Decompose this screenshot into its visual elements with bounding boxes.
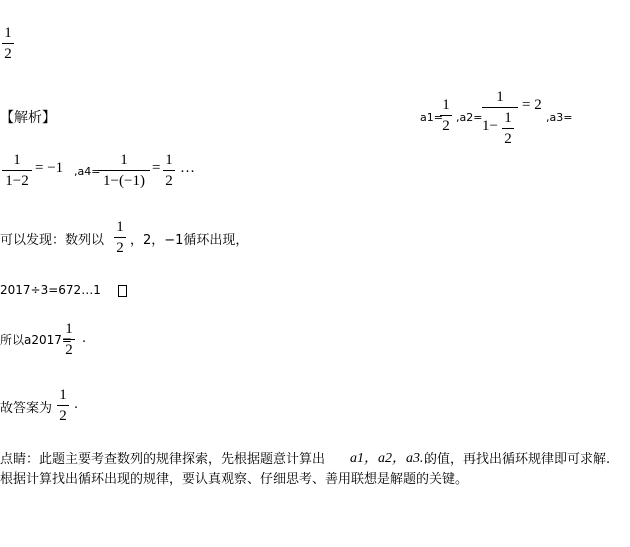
answer-line-suffix: .: [74, 397, 79, 412]
answer-denominator: 2: [4, 46, 12, 62]
comment-sequence: a1，a2，a3…: [350, 451, 433, 466]
f1-equals: = −1: [35, 160, 64, 176]
ellipsis: …: [180, 160, 195, 176]
a2-label: ,a2=: [456, 111, 483, 124]
comment-line1-suffix: 的值，再找出循环规律即可求解.: [424, 452, 611, 467]
a3-label: ,a3=: [546, 111, 573, 124]
a1-numerator: 1: [442, 97, 450, 113]
a2-inner-fraction: [502, 109, 514, 148]
f2-numerator: 1: [120, 152, 128, 168]
comment-line2: 根据计算找出循环出现的规律，要认真观察、仔细思考、善用联想是解题的关键。: [0, 472, 469, 487]
a1-label: a1=: [420, 111, 443, 124]
a2-denominator: [482, 109, 518, 147]
a2-inner-numerator: 1: [504, 110, 512, 126]
so-prefix: 所以a2017=: [0, 333, 72, 347]
f3-numerator: 1: [165, 152, 173, 168]
fraction-bar: [57, 405, 69, 406]
fraction-bar: [440, 115, 452, 116]
fraction-bar: [482, 107, 518, 108]
answer-line-denominator: 2: [59, 408, 67, 424]
fraction-bar: [2, 43, 14, 44]
a4-label: ,a4=: [74, 165, 101, 178]
discover-denominator: 2: [116, 240, 124, 256]
fraction-bar: [98, 170, 150, 171]
discover-numerator: 1: [116, 219, 124, 235]
fraction-bar: [114, 237, 126, 238]
discover-prefix: 可以发现：数列以: [0, 233, 105, 248]
a2-den-prefix: 1−: [482, 118, 498, 134]
discover-fraction: [114, 218, 126, 257]
fraction-bar: [63, 339, 75, 340]
answer-line-fraction: [57, 386, 69, 425]
so-denominator: 2: [65, 342, 73, 358]
fraction-bar: [163, 170, 175, 171]
analysis-heading: 【解析】: [0, 110, 56, 126]
f1-denominator: 1−2: [5, 173, 29, 189]
so-numerator: 1: [65, 321, 73, 337]
f2-equals: =: [152, 160, 161, 176]
discover-suffix: ，2，−1循环出现，: [130, 233, 249, 248]
answer-line-numerator: 1: [59, 387, 67, 403]
so-suffix: .: [82, 331, 87, 346]
answer-line-prefix: 故答案为: [0, 401, 53, 416]
f2-fraction: [98, 151, 150, 190]
a2-fraction: [482, 88, 518, 147]
so-fraction: [63, 320, 75, 359]
f1-fraction: [2, 151, 32, 190]
missing-glyph-box: [118, 285, 127, 297]
a1-denominator: 2: [442, 118, 450, 134]
a2-inner-denominator: 2: [504, 131, 512, 147]
fraction-bar: [502, 128, 514, 129]
f1-numerator: 1: [13, 152, 21, 168]
a1-fraction: [440, 96, 452, 135]
answer-numerator: 1: [4, 25, 12, 41]
a2-equals: = 2: [522, 97, 542, 113]
f2-denominator: 1−(−1): [103, 173, 145, 189]
answer-fraction: [2, 24, 14, 63]
a2-numerator: 1: [496, 89, 504, 105]
comment-line1-prefix: 点睛：此题主要考查数列的规律探索，先根据题意计算出: [0, 452, 326, 467]
f3-fraction: [163, 151, 175, 190]
f3-denominator: 2: [165, 173, 173, 189]
fraction-bar: [2, 170, 32, 171]
calc-line: 2017÷3=672…1: [0, 283, 101, 297]
